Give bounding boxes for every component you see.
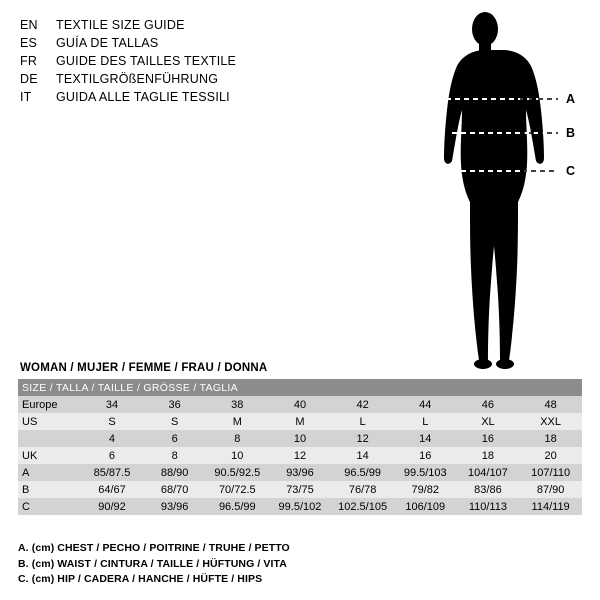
table-cell: 93/96: [269, 464, 332, 481]
language-code: DE: [20, 72, 38, 86]
measurement-legend: [18, 541, 582, 588]
table-cell: 36: [143, 396, 206, 413]
body-silhouette-icon: [400, 6, 600, 378]
table-cell: 20: [519, 447, 582, 464]
table-cell: 85/87.5: [81, 464, 144, 481]
table-cell: 10: [206, 447, 269, 464]
row-label: Europe: [18, 396, 81, 413]
table-cell: 8: [206, 430, 269, 447]
table-cell: 70/72.5: [206, 481, 269, 498]
measure-label-b: B: [566, 126, 576, 140]
table-cell: 64/67: [81, 481, 144, 498]
table-cell: 110/113: [457, 498, 520, 515]
table-header-label: SIZE / TALLA / TAILLE / GRÖSSE / TAGLIA: [18, 379, 582, 396]
table-cell: 42: [331, 396, 394, 413]
table-cell: 18: [457, 447, 520, 464]
legend-row-a: A. (cm) CHEST / PECHO / POITRINE / TRUHE / PETTO: [18, 542, 290, 554]
table-cell: 93/96: [143, 498, 206, 515]
row-label: US: [18, 413, 81, 430]
language-row: [20, 16, 340, 34]
female-body-figure: [400, 6, 600, 378]
table-cell: M: [206, 413, 269, 430]
language-row: [20, 52, 340, 70]
table-cell: 18: [519, 430, 582, 447]
language-code: IT: [20, 90, 32, 104]
row-label: C: [18, 498, 81, 515]
table-cell: 4: [81, 430, 144, 447]
table-row: [18, 447, 582, 464]
row-label: [18, 430, 81, 447]
table-cell: 6: [81, 447, 144, 464]
table-cell: 104/107: [457, 464, 520, 481]
table-cell: 16: [394, 447, 457, 464]
table-cell: 68/70: [143, 481, 206, 498]
table-cell: 87/90: [519, 481, 582, 498]
table-cell: XXL: [519, 413, 582, 430]
table-cell: 14: [331, 447, 394, 464]
table-cell: 46: [457, 396, 520, 413]
table-cell: 107/110: [519, 464, 582, 481]
table-section-title: WOMAN / MUJER / FEMME / FRAU / DONNA: [20, 362, 268, 374]
table-cell: 102.5/105: [331, 498, 394, 515]
table-cell: 6: [143, 430, 206, 447]
table-cell: 96.5/99: [331, 464, 394, 481]
language-title: GUIDE DES TAILLES TEXTILE: [56, 54, 237, 68]
table-cell: 40: [269, 396, 332, 413]
table-cell: 8: [143, 447, 206, 464]
size-table-area: [18, 362, 582, 515]
row-label: UK: [18, 447, 81, 464]
language-title: GUIDA ALLE TAGLIE TESSILI: [56, 90, 230, 104]
measure-label-a: A: [566, 92, 576, 106]
legend-row-b: B. (cm) WAIST / CINTURA / TAILLE / HÜFTUNG / VITA: [18, 557, 287, 570]
table-cell: 99.5/102: [269, 498, 332, 515]
language-row: [20, 70, 340, 88]
language-row: [20, 34, 340, 52]
table-cell: 96.5/99: [206, 498, 269, 515]
table-cell: 10: [269, 430, 332, 447]
table-row: [18, 430, 582, 447]
table-cell: 44: [394, 396, 457, 413]
table-row: [18, 413, 582, 430]
table-row: [18, 464, 582, 481]
language-title: GUÍA DE TALLAS: [56, 36, 159, 50]
row-label: B: [18, 481, 81, 498]
language-title-list: [20, 16, 340, 106]
table-cell: 16: [457, 430, 520, 447]
table-cell: 73/75: [269, 481, 332, 498]
table-cell: XL: [457, 413, 520, 430]
language-row: [20, 88, 340, 106]
language-title: TEXTILE SIZE GUIDE: [56, 18, 185, 32]
table-cell: 79/82: [394, 481, 457, 498]
legend-row-c: C. (cm) HIP / CADERA / HANCHE / HÜFTE / HIPS: [18, 573, 263, 585]
table-cell: S: [143, 413, 206, 430]
table-cell: 76/78: [331, 481, 394, 498]
table-cell: L: [331, 413, 394, 430]
table-header-row: [18, 379, 582, 396]
language-code: FR: [20, 54, 38, 68]
table-cell: 99.5/103: [394, 464, 457, 481]
table-cell: 90/92: [81, 498, 144, 515]
size-table: [18, 379, 582, 515]
table-cell: 48: [519, 396, 582, 413]
language-code: EN: [20, 18, 38, 32]
table-cell: 12: [331, 430, 394, 447]
table-cell: L: [394, 413, 457, 430]
table-cell: 106/109: [394, 498, 457, 515]
table-cell: 83/86: [457, 481, 520, 498]
table-cell: 88/90: [143, 464, 206, 481]
language-title: TEXTILGRÖßENFÜHRUNG: [56, 72, 219, 86]
table-row: [18, 481, 582, 498]
table-cell: 38: [206, 396, 269, 413]
table-cell: 114/119: [519, 498, 582, 515]
table-row: [18, 498, 582, 515]
table-row: [18, 396, 582, 413]
table-cell: M: [269, 413, 332, 430]
table-cell: 14: [394, 430, 457, 447]
table-cell: 90.5/92.5: [206, 464, 269, 481]
row-label: A: [18, 464, 81, 481]
language-code: ES: [20, 36, 38, 50]
table-cell: 12: [269, 447, 332, 464]
table-cell: S: [81, 413, 144, 430]
measure-label-c: C: [566, 164, 576, 178]
table-cell: 34: [81, 396, 144, 413]
